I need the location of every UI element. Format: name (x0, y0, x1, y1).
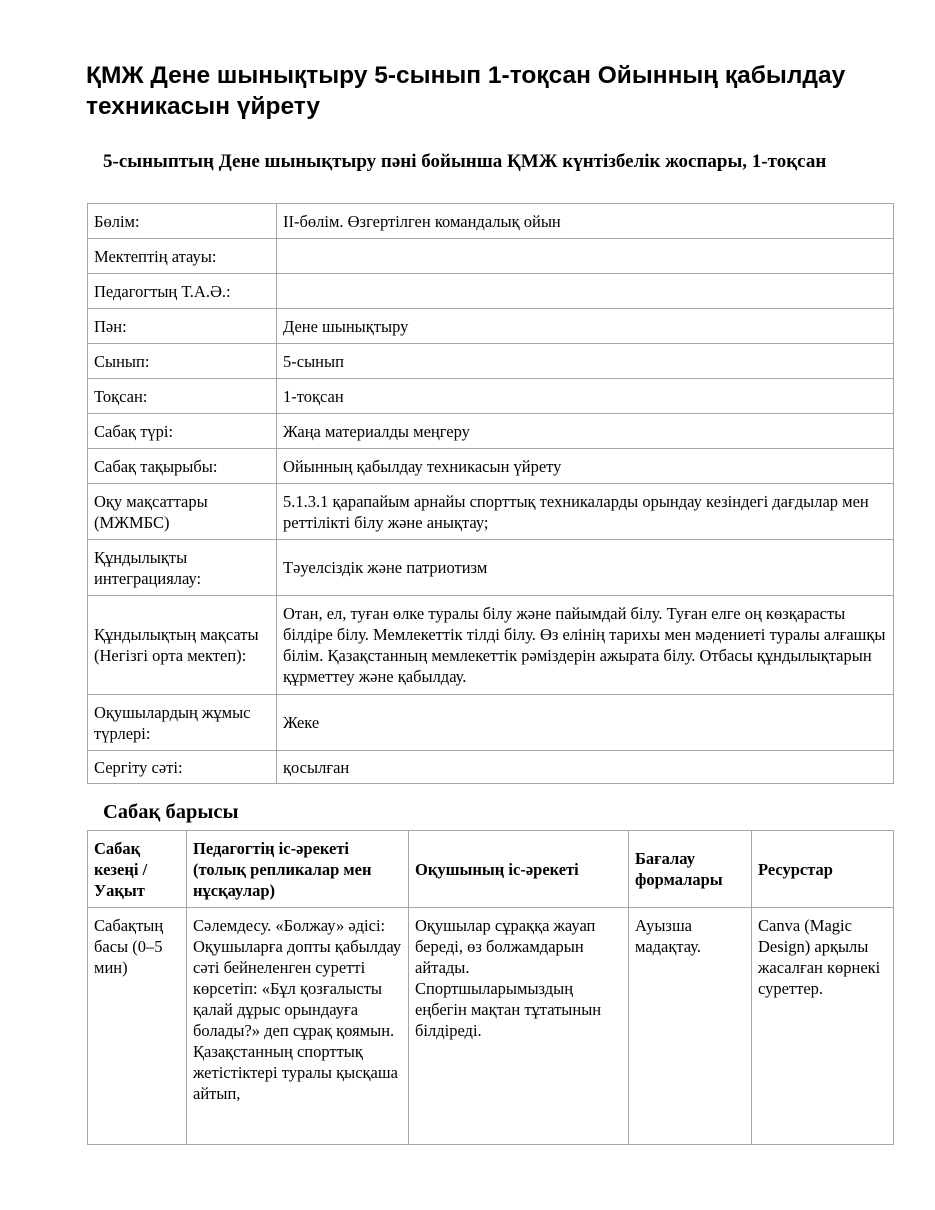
info-label: Оқу мақсаттары (МЖМБС) (88, 484, 277, 540)
info-label: Оқушылардың жұмыс түрлері: (88, 695, 277, 751)
table-row (88, 449, 894, 484)
table-row (88, 309, 894, 344)
info-label: Сынып: (88, 344, 277, 379)
table-row (88, 344, 894, 379)
column-header: Бағалау формалары (629, 831, 752, 908)
info-label: Бөлім: (88, 204, 277, 239)
document-title: ҚМЖ Дене шынықтыру 5-сынып 1-тоқсан Ойынның қабылдау техникасын үйрету (86, 62, 846, 120)
lesson-progress-table (87, 830, 894, 1145)
info-value (277, 239, 894, 274)
info-value: Ойынның қабылдау техникасын үйрету (277, 449, 894, 484)
assessment-cell: Ауызша мадақтау. (629, 908, 752, 1145)
table-row (88, 379, 894, 414)
info-label: Сабақ түрі: (88, 414, 277, 449)
table-row (88, 908, 894, 1145)
table-row (88, 540, 894, 596)
column-header: Ресурстар (752, 831, 894, 908)
info-value: 5-сынып (277, 344, 894, 379)
info-value: 5.1.3.1 қарапайым арнайы спорттық техникаларды орындау кезіндегі дағдылар мен реттілікті білу және анықтау; (277, 484, 894, 540)
info-value: Отан, ел, туған өлке туралы білу және пайымдай білу. Туған елге оң көзқарасты білдіре білу. Мемлекеттік тілді білу. Өз елінің тарихы мен мәдениеті туралы алғашқы білім. Қазақстанның мемлекеттік рәміздерін ажырата білу. Отбасы құндылықтарын құрметтеу және қабылдау. (277, 596, 894, 695)
info-value: Тәуелсіздік және патриотизм (277, 540, 894, 596)
table-row (88, 751, 894, 784)
teacher-activity-cell: Сәлемдесу. «Болжау» әдісі: Оқушыларға допты қабылдау сәті бейнеленген суретті көрсетіп: «Бұл қозғалысты қалай дұрыс орындауға болады?» деп сұрақ қоямын. Қазақстанның спорттық жетістіктері туралы қысқаша айтып, (187, 908, 409, 1145)
student-activity-cell: Оқушылар сұраққа жауап береді, өз болжамдарын айтады. Спортшыларымыздың еңбегін мақтан тұтатынын білдіреді. (409, 908, 629, 1145)
table-row (88, 239, 894, 274)
column-header: Педагогтің іс-әрекеті (толық репликалар мен нұсқаулар) (187, 831, 409, 908)
info-label: Құндылықты интеграциялау: (88, 540, 277, 596)
column-header: Оқушының іс-әрекеті (409, 831, 629, 908)
table-row (88, 596, 894, 695)
info-label: Сабақ тақырыбы: (88, 449, 277, 484)
column-header: Сабақ кезеңі / Уақыт (88, 831, 187, 908)
lesson-info-table (87, 203, 894, 784)
table-row (88, 274, 894, 309)
table-row (88, 695, 894, 751)
info-label: Мектептің атауы: (88, 239, 277, 274)
table-row (88, 484, 894, 540)
info-value: Дене шынықтыру (277, 309, 894, 344)
info-label: Тоқсан: (88, 379, 277, 414)
table-row (88, 414, 894, 449)
info-value: Жаңа материалды меңгеру (277, 414, 894, 449)
info-value: ІІ-бөлім. Өзгертілген командалық ойын (277, 204, 894, 239)
info-label: Педагогтың Т.А.Ә.: (88, 274, 277, 309)
info-label: Пән: (88, 309, 277, 344)
lesson-progress-heading: Сабақ барысы (103, 801, 239, 823)
table-header-row (88, 831, 894, 908)
info-value: қосылған (277, 751, 894, 784)
table-row (88, 204, 894, 239)
document-subtitle: 5-сыныптың Дене шынықтыру пәні бойынша ҚМЖ күнтізбелік жоспары, 1-тоқсан (103, 151, 827, 172)
info-label: Құндылықтың мақсаты (Негізгі орта мектеп): (88, 596, 277, 695)
info-value (277, 274, 894, 309)
info-value: 1-тоқсан (277, 379, 894, 414)
lesson-stage-cell: Сабақтың басы (0–5 мин) (88, 908, 187, 1145)
resources-cell: Canva (Magic Design) арқылы жасалған көрнекі суреттер. (752, 908, 894, 1145)
info-value: Жеке (277, 695, 894, 751)
info-label: Сергіту сәті: (88, 751, 277, 784)
